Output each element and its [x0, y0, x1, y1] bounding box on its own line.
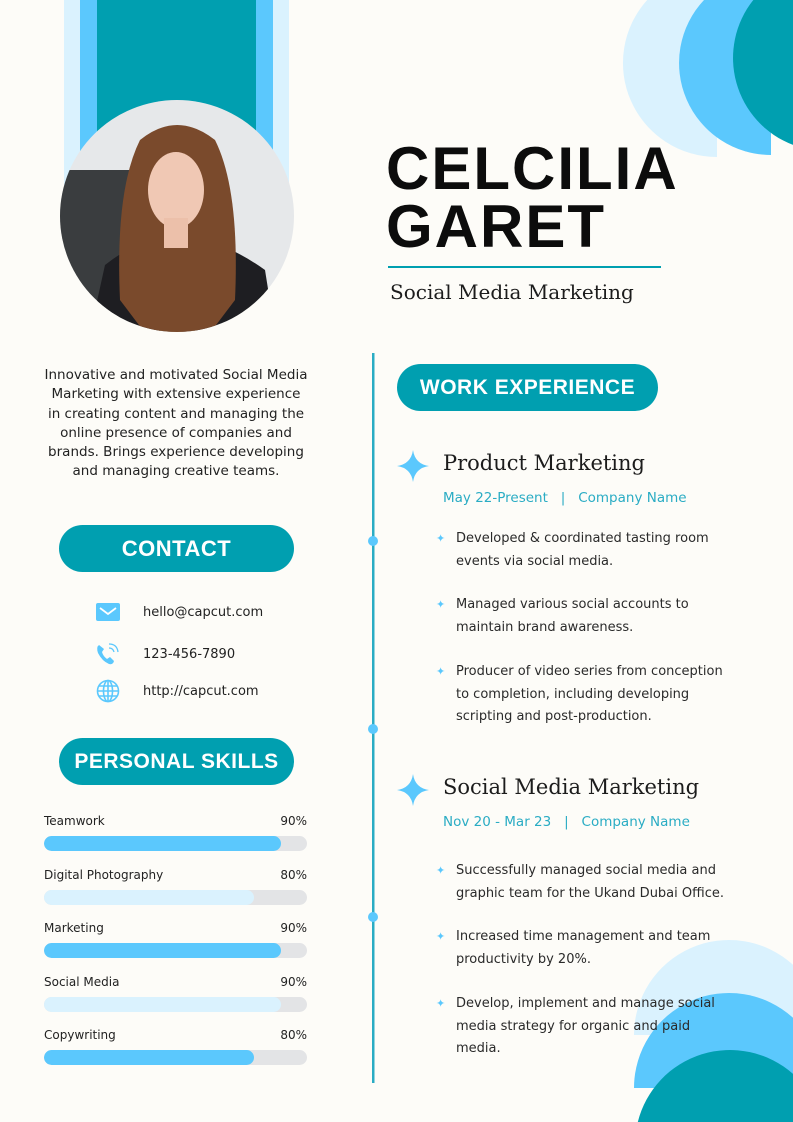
- bullet-text: Producer of video series from conception to completion, including developing scripting and post-production.: [456, 664, 723, 724]
- skill-name: Marketing: [44, 921, 104, 935]
- last-name: GARET: [386, 193, 606, 260]
- skill-label-row: [44, 1028, 307, 1050]
- bullet-sparkle-icon: ✦: [436, 598, 446, 611]
- job-bullet: [436, 926, 736, 971]
- sparkle-icon: [397, 774, 429, 810]
- skill-bar: [44, 1050, 307, 1065]
- skill-item: [44, 1028, 307, 1065]
- contact-email[interactable]: [95, 600, 263, 624]
- skill-bar-fill: [44, 943, 281, 958]
- company-name: Company Name: [581, 814, 690, 830]
- skills-heading: PERSONAL SKILLS: [59, 738, 294, 785]
- profile-summary: Innovative and motivated Social Media Marketing with extensive experience in creating content and managing the online presence of companies and brands. Brings experience developing and managing creative teams.: [44, 367, 308, 480]
- skill-percent: 90%: [280, 814, 307, 828]
- bullet-text: Successfully managed social media and graphic team for the Ukand Dubai Office.: [456, 863, 724, 901]
- skill-label-row: [44, 975, 307, 997]
- skill-bar-fill: [44, 1050, 254, 1065]
- phone-text: 123-456-7890: [143, 646, 236, 662]
- skill-percent: 80%: [280, 1028, 307, 1042]
- bullet-sparkle-icon: ✦: [436, 532, 446, 545]
- first-name: CELCILIA: [386, 135, 679, 202]
- skill-bar-fill: [44, 890, 254, 905]
- job-bullet: [436, 661, 736, 729]
- skill-bar: [44, 997, 307, 1012]
- job-dates: Nov 20 - Mar 23: [443, 814, 552, 830]
- profile-photo: [60, 100, 294, 333]
- skill-name: Digital Photography: [44, 867, 164, 882]
- bullet-sparkle-icon: ✦: [436, 930, 446, 943]
- bullet-text: Managed various social accounts to maintain brand awareness.: [456, 597, 689, 635]
- company-name: Company Name: [578, 490, 687, 506]
- name-divider: [388, 266, 661, 268]
- job-bullet: [436, 993, 736, 1061]
- bullet-sparkle-icon: ✦: [436, 997, 446, 1010]
- job-role: Social Media Marketing: [390, 280, 634, 304]
- job-bullet: [436, 860, 736, 905]
- skill-percent: 90%: [280, 974, 307, 989]
- job-dates: May 22-Present: [443, 490, 548, 506]
- work-experience-heading: WORK EXPERIENCE: [397, 364, 658, 411]
- envelope-icon: [95, 600, 121, 624]
- job-title: Social Media Marketing: [443, 775, 700, 799]
- bullet-sparkle-icon: ✦: [436, 665, 446, 678]
- separator: |: [564, 814, 569, 830]
- website-text: http://capcut.com: [143, 683, 259, 699]
- separator: |: [560, 490, 566, 506]
- skill-name: Copywriting: [44, 1028, 116, 1042]
- skill-percent: 80%: [280, 867, 307, 882]
- globe-icon: [95, 679, 121, 703]
- skill-name: Teamwork: [44, 814, 105, 828]
- contact-heading: CONTACT: [59, 525, 294, 572]
- bullet-text: Increased time management and team productivity by 20%.: [456, 929, 711, 967]
- skill-item: [44, 814, 307, 851]
- skill-label-row: [44, 868, 307, 890]
- job-meta: [443, 814, 690, 830]
- timeline-dot: [368, 912, 378, 922]
- timeline-dot: [368, 536, 378, 546]
- job-bullet: [436, 594, 736, 639]
- skill-bar: [44, 943, 307, 958]
- sparkle-icon: [397, 450, 429, 486]
- skill-bar: [44, 890, 307, 905]
- contact-website[interactable]: [95, 679, 259, 703]
- job-title: Product Marketing: [443, 451, 645, 475]
- skill-bar: [44, 836, 307, 851]
- contact-phone[interactable]: [95, 642, 235, 666]
- bullet-text: Develop, implement and manage social media strategy for organic and paid media.: [456, 996, 715, 1056]
- skill-percent: 90%: [280, 921, 307, 935]
- bullet-sparkle-icon: ✦: [436, 864, 446, 877]
- phone-icon: [95, 642, 121, 666]
- skill-item: [44, 975, 307, 1012]
- candidate-name: [386, 135, 679, 260]
- skill-item: [44, 868, 307, 905]
- bullet-text: Developed & coordinated tasting room events via social media.: [456, 531, 709, 569]
- job-bullet: [436, 528, 736, 573]
- skill-item: [44, 921, 307, 958]
- skill-name: Social Media: [44, 974, 120, 989]
- skill-bar-fill: [44, 836, 281, 851]
- timeline-dot: [368, 724, 378, 734]
- email-text: hello@capcut.com: [143, 604, 264, 620]
- skill-label-row: [44, 814, 307, 836]
- skill-bar-fill: [44, 997, 281, 1012]
- job-meta: [443, 490, 687, 506]
- skill-label-row: [44, 921, 307, 943]
